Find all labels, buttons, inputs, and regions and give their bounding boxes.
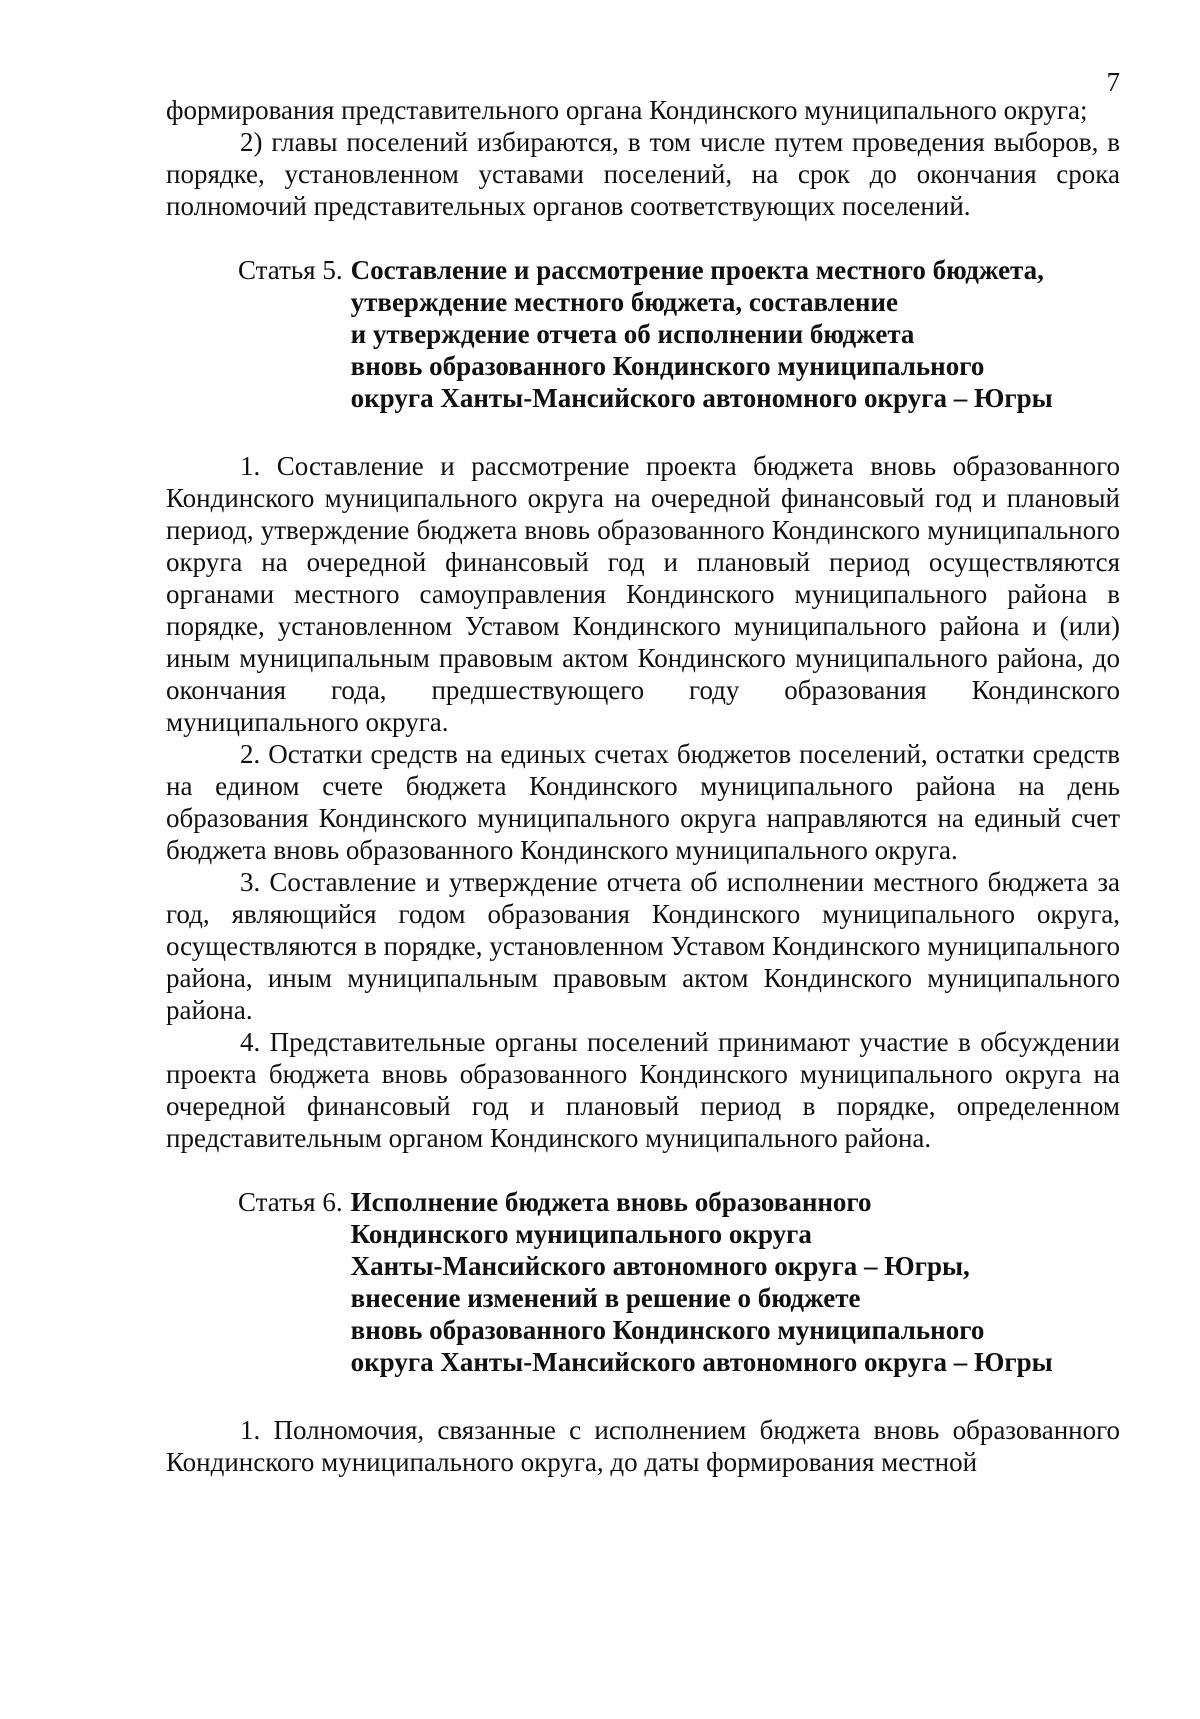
article-6-title-line: вновь образованного Кондинского муниципального — [350, 1315, 985, 1345]
article-5-paragraph-2: 2. Остатки средств на единых счетах бюджетов поселений, остатки средств на едином счете бюджета Кондинского муниципального района на день образования Кондинского муниципального округа направляются на единый счет бюджета вновь образованного Кондинского муниципального округа. — [166, 739, 1120, 865]
paragraph-item-2: 2) главы поселений избираются, в том числе путем проведения выборов, в порядке, установленном уставами поселений, на срок до окончания срока полномочий представительных органов соответствующих поселений. — [166, 127, 1120, 221]
article-6-title-line: Исполнение бюджета вновь образованного — [350, 1187, 872, 1217]
article-5-label: Статья 5. — [238, 255, 343, 285]
article-6-title — [351, 1186, 1053, 1378]
article-5-title-line: утверждение местного бюджета, составление — [350, 287, 898, 317]
article-6-title-line: Ханты-Мансийского автономного округа – Югры, — [350, 1251, 970, 1281]
article-5-heading — [238, 254, 1120, 414]
article-5-title-line: вновь образованного Кондинского муниципального — [350, 351, 985, 381]
article-5-title-line: округа Ханты-Мансийского автономного округа – Югры — [350, 383, 1053, 413]
article-6-title-line: Кондинского муниципального округа — [350, 1219, 812, 1249]
article-5-paragraph-3: 3. Составление и утверждение отчета об исполнении местного бюджета за год, являющийся годом образования Кондинского муниципального округа, осуществляются в порядке, установленном Уставом Кондинского муниципального района, иным муниципальным правовым актом Кондинского муниципального района. — [166, 867, 1120, 1025]
article-5-paragraph-1: 1. Составление и рассмотрение проекта бюджета вновь образованного Кондинского муниципального округа на очередной финансовый год и плановый период, утверждение бюджета вновь образованного Кондинского муниципального округа на очередной финансовый год и плановый период осуществляются органами местного самоуправления Кондинского муниципального района в порядке, установленном Уставом Кондинского муниципального района и (или) иным муниципальным правовым актом Кондинского муниципального района, до окончания года, предшествующего году образования Кондинского муниципального округа. — [166, 451, 1120, 737]
article-6-heading — [238, 1186, 1120, 1378]
article-5-title-line: и утверждение отчета об исполнении бюджета — [350, 319, 915, 349]
article-5-title — [351, 254, 1053, 414]
article-6-title-line: внесение изменений в решение о бюджете — [350, 1283, 861, 1313]
article-5-paragraph-4: 4. Представительные органы поселений принимают участие в обсуждении проекта бюджета вновь образованного Кондинского муниципального округа на очередной финансовый год и плановый период в порядке, определенном представительным органом Кондинского муниципального района. — [166, 1027, 1120, 1153]
article-6-title-line: округа Ханты-Мансийского автономного округа – Югры — [350, 1347, 1053, 1377]
paragraph-continuation: формирования представительного органа Кондинского муниципального округа; — [166, 95, 1088, 125]
page-number: 7 — [1106, 67, 1120, 97]
article-6-label: Статья 6. — [238, 1187, 343, 1217]
article-6-paragraph-1: 1. Полномочия, связанные с исполнением бюджета вновь образованного Кондинского муниципального округа, до даты формирования местной — [166, 1415, 1120, 1477]
document-body — [166, 94, 1120, 1478]
article-5-title-line: Составление и рассмотрение проекта местного бюджета, — [350, 255, 1044, 285]
